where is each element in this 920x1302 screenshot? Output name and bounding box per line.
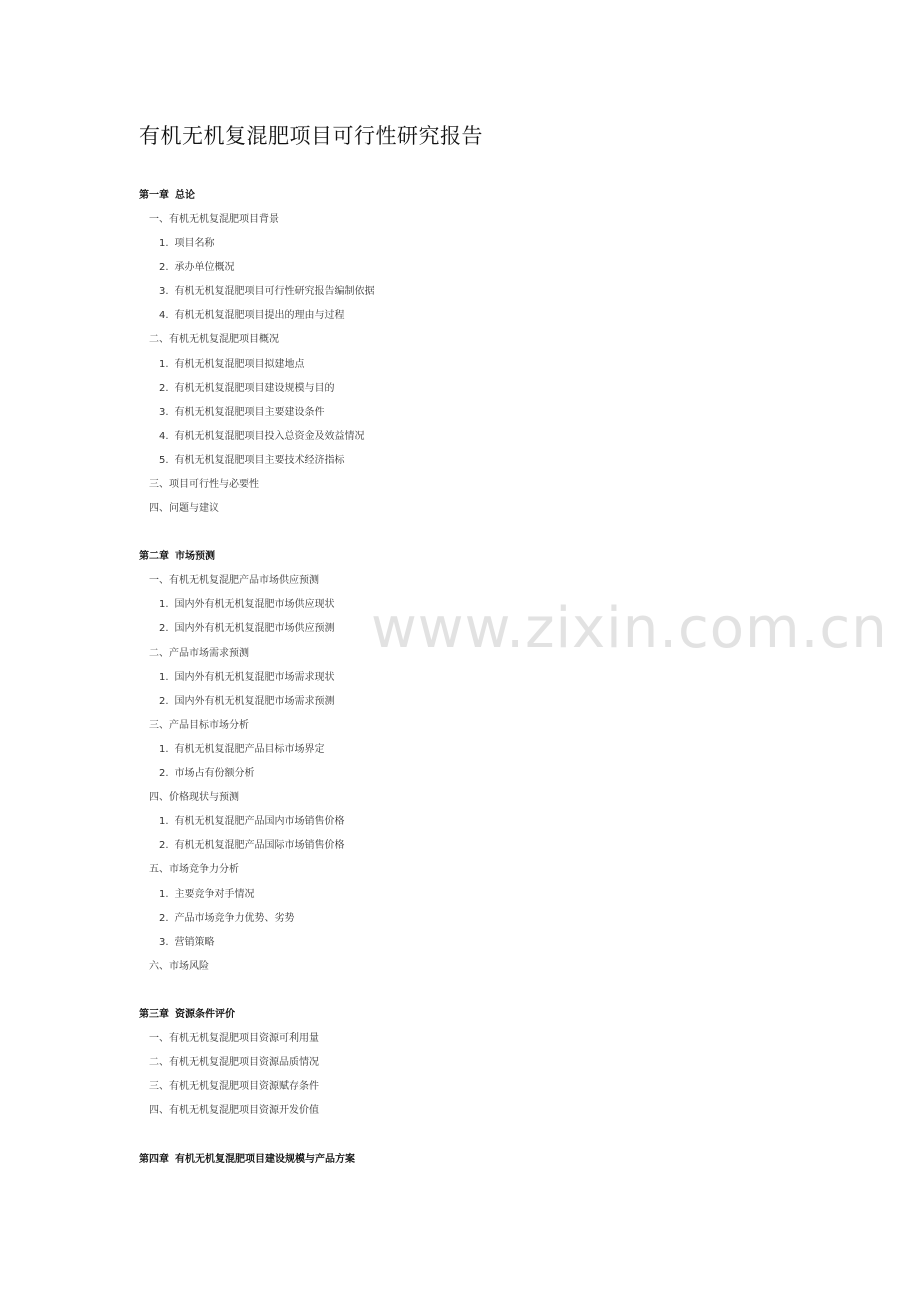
- subsection-number: 1.: [159, 889, 169, 900]
- subsection-entry: [159, 406, 325, 420]
- subsection-text: 有机无机复混肥项目主要技术经济指标: [174, 455, 345, 466]
- subsection-text: 有机无机复混肥项目提出的理由与过程: [174, 310, 345, 321]
- subsection-entry: [159, 622, 335, 636]
- chapter-3-heading: [139, 1008, 235, 1022]
- subsection-text: 有机无机复混肥产品国际市场销售价格: [174, 840, 345, 851]
- chapter-2-heading: [139, 550, 215, 564]
- subsection-number: 2.: [159, 696, 169, 707]
- subsection-text: 有机无机复混肥项目拟建地点: [174, 359, 305, 370]
- section-entry: 一、有机无机复混肥项目背景: [149, 214, 279, 225]
- subsection-text: 国内外有机无机复混肥市场供应预测: [174, 623, 335, 634]
- subsection-entry: [159, 358, 305, 372]
- subsection-number: 4.: [159, 310, 169, 321]
- subsection-text: 项目名称: [174, 238, 215, 249]
- chapter-title: 总论: [175, 190, 195, 201]
- subsection-number: 5.: [159, 455, 169, 466]
- subsection-number: 2.: [159, 913, 169, 924]
- subsection-entry: [159, 695, 335, 709]
- subsection-number: 1.: [159, 816, 169, 827]
- subsection-text: 产品市场竞争力优势、劣势: [174, 913, 295, 924]
- subsection-number: 3.: [159, 286, 169, 297]
- section-entry: 一、有机无机复混肥产品市场供应预测: [149, 575, 319, 586]
- subsection-text: 有机无机复混肥项目投入总资金及效益情况: [174, 431, 365, 442]
- section-entry: 六、市场风险: [149, 961, 209, 972]
- subsection-entry: [159, 743, 325, 757]
- subsection-entry: [159, 912, 295, 926]
- section-entry: 四、问题与建议: [149, 503, 219, 514]
- section-entry: 三、产品目标市场分析: [149, 720, 249, 731]
- section-entry: 三、项目可行性与必要性: [149, 479, 259, 490]
- section-entry: 三、有机无机复混肥项目资源赋存条件: [149, 1081, 319, 1092]
- section-entry: 二、产品市场需求预测: [149, 648, 249, 659]
- document-title: 有机无机复混肥项目可行性研究报告: [139, 124, 483, 148]
- section-entry: 二、有机无机复混肥项目资源品质情况: [149, 1057, 319, 1068]
- subsection-number: 2.: [159, 840, 169, 851]
- subsection-number: 3.: [159, 937, 169, 948]
- chapter-label: 第三章: [139, 1009, 169, 1020]
- section-entry: 一、有机无机复混肥项目资源可利用量: [149, 1033, 319, 1044]
- section-entry: 四、价格现状与预测: [149, 792, 239, 803]
- subsection-text: 国内外有机无机复混肥市场需求预测: [174, 696, 335, 707]
- subsection-number: 4.: [159, 431, 169, 442]
- section-entry: 五、市场竞争力分析: [149, 864, 239, 875]
- subsection-text: 营销策略: [174, 937, 215, 948]
- subsection-text: 有机无机复混肥项目主要建设条件: [174, 407, 325, 418]
- subsection-number: 1.: [159, 238, 169, 249]
- subsection-number: 1.: [159, 744, 169, 755]
- chapter-label: 第四章: [139, 1154, 169, 1165]
- chapter-label: 第二章: [139, 551, 169, 562]
- subsection-number: 1.: [159, 359, 169, 370]
- subsection-entry: [159, 936, 215, 950]
- subsection-entry: [159, 815, 345, 829]
- subsection-text: 有机无机复混肥项目可行性研究报告编制依据: [174, 286, 375, 297]
- chapter-1-heading: [139, 189, 195, 203]
- subsection-entry: [159, 237, 215, 251]
- subsection-number: 2.: [159, 383, 169, 394]
- subsection-entry: [159, 671, 335, 685]
- subsection-text: 主要竞争对手情况: [174, 889, 255, 900]
- subsection-entry: [159, 454, 345, 468]
- subsection-entry: [159, 309, 345, 323]
- chapter-label: 第一章: [139, 190, 169, 201]
- subsection-entry: [159, 430, 365, 444]
- subsection-text: 有机无机复混肥项目建设规模与目的: [174, 383, 335, 394]
- subsection-entry: [159, 839, 345, 853]
- section-entry: 四、有机无机复混肥项目资源开发价值: [149, 1105, 319, 1116]
- subsection-number: 2.: [159, 262, 169, 273]
- subsection-number: 1.: [159, 672, 169, 683]
- subsection-text: 有机无机复混肥产品目标市场界定: [174, 744, 325, 755]
- section-entry: 二、有机无机复混肥项目概况: [149, 334, 279, 345]
- subsection-entry: [159, 598, 335, 612]
- subsection-number: 2.: [159, 623, 169, 634]
- chapter-title: 有机无机复混肥项目建设规模与产品方案: [175, 1154, 355, 1165]
- chapter-4-heading: [139, 1153, 355, 1167]
- subsection-text: 国内外有机无机复混肥市场需求现状: [174, 672, 335, 683]
- subsection-entry: [159, 767, 255, 781]
- subsection-entry: [159, 285, 375, 299]
- chapter-title: 资源条件评价: [175, 1009, 235, 1020]
- subsection-entry: [159, 888, 255, 902]
- subsection-entry: [159, 261, 235, 275]
- subsection-number: 3.: [159, 407, 169, 418]
- watermark: www.zixin.com.cn: [371, 596, 888, 661]
- subsection-entry: [159, 382, 335, 396]
- subsection-text: 承办单位概况: [174, 262, 235, 273]
- subsection-text: 市场占有份额分析: [174, 768, 255, 779]
- subsection-number: 1.: [159, 599, 169, 610]
- subsection-text: 国内外有机无机复混肥市场供应现状: [174, 599, 335, 610]
- chapter-title: 市场预测: [175, 551, 215, 562]
- subsection-text: 有机无机复混肥产品国内市场销售价格: [174, 816, 345, 827]
- subsection-number: 2.: [159, 768, 169, 779]
